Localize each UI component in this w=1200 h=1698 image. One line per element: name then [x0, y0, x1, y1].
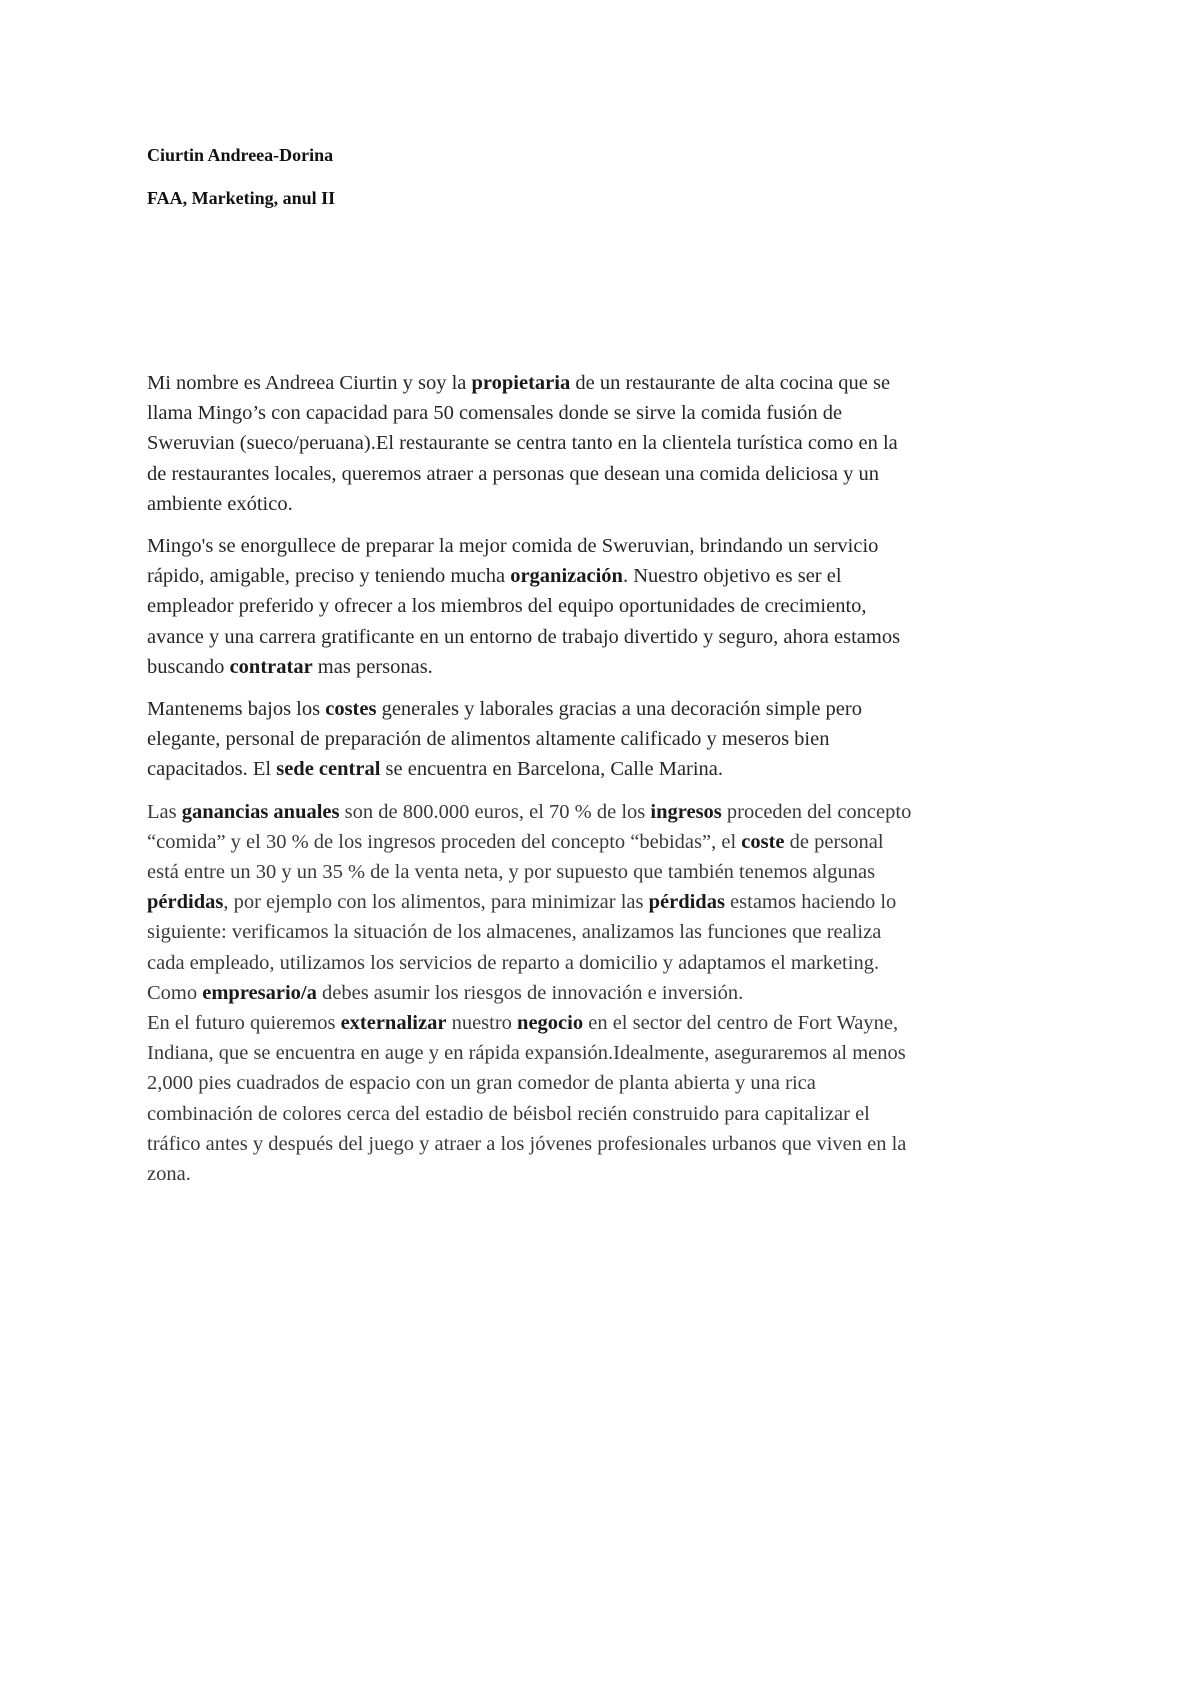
text-line: empleador preferido y ofrecer a los miembros del equipo oportunidades de crecimiento, [147, 595, 867, 618]
paragraph-costs [147, 694, 1077, 785]
text-run: buscando [147, 655, 230, 678]
text-line [147, 694, 1077, 724]
keyword-negocio: negocio [517, 1012, 584, 1035]
text-line: tráfico antes y después del juego y atraer a los jóvenes profesionales urbanos que viven en la [147, 1132, 907, 1155]
keyword-propietaria: propietaria [471, 372, 571, 394]
text-run: generales y laborales gracias a una decoración simple pero [376, 698, 862, 721]
text-run: se encuentra en Barcelona, Calle Marina. [380, 758, 724, 781]
text-run: En el futuro quieremos [147, 1012, 341, 1035]
text-line: de restaurantes locales, queremos atraer a personas que desean una comida deliciosa y un [147, 462, 880, 485]
paragraph-finances [147, 797, 1077, 1190]
text-run: Las [147, 800, 182, 823]
keyword-perdidas: pérdidas [147, 891, 224, 914]
text-line [147, 887, 1077, 917]
text-line: ambiente exótico. [147, 492, 293, 515]
text-line [147, 797, 1077, 827]
text-line: Sweruvian (sueco/peruana).El restaurante se centra tanto en la clientela turística como en la [147, 432, 898, 455]
text-line: 2,000 pies cuadrados de espacio con un gran comedor de planta abierta y una rica [147, 1072, 816, 1095]
text-line [147, 978, 1077, 1008]
keyword-externalizar: externalizar [340, 1012, 447, 1035]
text-line [147, 368, 1077, 398]
document-body [147, 368, 1077, 1189]
text-run: Mantenems bajos los [147, 698, 326, 721]
text-run: proceden del concepto [721, 800, 912, 823]
text-run: estamos haciendo lo [724, 891, 897, 914]
text-run: Como [147, 981, 203, 1004]
text-line: zona. [147, 1163, 191, 1186]
text-line: Mingo's se enorgullece de preparar la mejor comida de Sweruvian, brindando un servicio [147, 535, 879, 558]
text-line: está entre un 30 y un 35 % de la venta neta, y por supuesto que también tenemos algunas [147, 861, 876, 884]
text-line: cada empleado, utilizamos los servicios de reparto a domicilio y adaptamos el marketing. [147, 951, 880, 974]
keyword-ganancias-anuales: ganancias anuales [181, 800, 340, 823]
keyword-perdidas: pérdidas [648, 891, 725, 914]
text-line: llama Mingo’s con capacidad para 50 comensales donde se sirve la comida fusión de [147, 402, 843, 425]
keyword-coste: coste [741, 830, 785, 853]
text-line: elegante, personal de preparación de alimentos altamente calificado y meseros bien [147, 728, 830, 751]
text-run: debes asumir los riesgos de innovación e inversión. [316, 981, 744, 1004]
text-run: . Nuestro objetivo es ser el [622, 565, 842, 588]
text-run: Mi nombre es Andreea Ciurtin y soy la [147, 372, 472, 394]
keyword-contratar: contratar [229, 655, 313, 678]
text-line [147, 1008, 1077, 1038]
keyword-empresario: empresario/a [202, 981, 317, 1004]
text-line [147, 754, 1077, 784]
text-run: de un restaurante de alta cocina que se [570, 372, 891, 394]
text-run: rápido, amigable, preciso y teniendo mucha [147, 565, 511, 588]
text-run: , por ejemplo con los alimentos, para minimizar las [223, 891, 649, 914]
text-line [147, 827, 1077, 857]
text-run: son de 800.000 euros, el 70 % de los [339, 800, 651, 823]
course-info: FAA, Marketing, anul II [147, 188, 336, 208]
keyword-ingresos: ingresos [650, 800, 722, 823]
keyword-sede-central: sede central [276, 758, 381, 781]
text-line: combinación de colores cerca del estadio de béisbol recién construido para capitalizar el [147, 1102, 870, 1125]
text-run: “comida” y el 30 % de los ingresos proceden del concepto “bebidas”, el [147, 830, 742, 853]
paragraph-service [147, 531, 1077, 682]
text-run: capacitados. El [147, 758, 277, 781]
keyword-costes: costes [325, 698, 377, 721]
text-line [147, 561, 1077, 591]
paragraph-intro [147, 368, 1077, 519]
text-run: mas personas. [312, 655, 433, 678]
author-name: Ciurtin Andreea-Dorina [147, 145, 334, 165]
text-line: Indiana, que se encuentra en auge y en rápida expansión.Idealmente, aseguraremos al menos [147, 1042, 906, 1065]
text-line [147, 652, 1077, 682]
keyword-organizacion: organización [510, 565, 623, 588]
text-run: de personal [784, 830, 884, 853]
text-line: siguiente: verificamos la situación de los almacenes, analizamos las funciones que realiza [147, 921, 882, 944]
document-header [147, 144, 1047, 230]
text-run: en el sector del centro de Fort Wayne, [583, 1012, 899, 1035]
text-line: avance y una carrera gratificante en un entorno de trabajo divertido y seguro, ahora estamos [147, 625, 901, 648]
text-run: nuestro [446, 1012, 518, 1035]
